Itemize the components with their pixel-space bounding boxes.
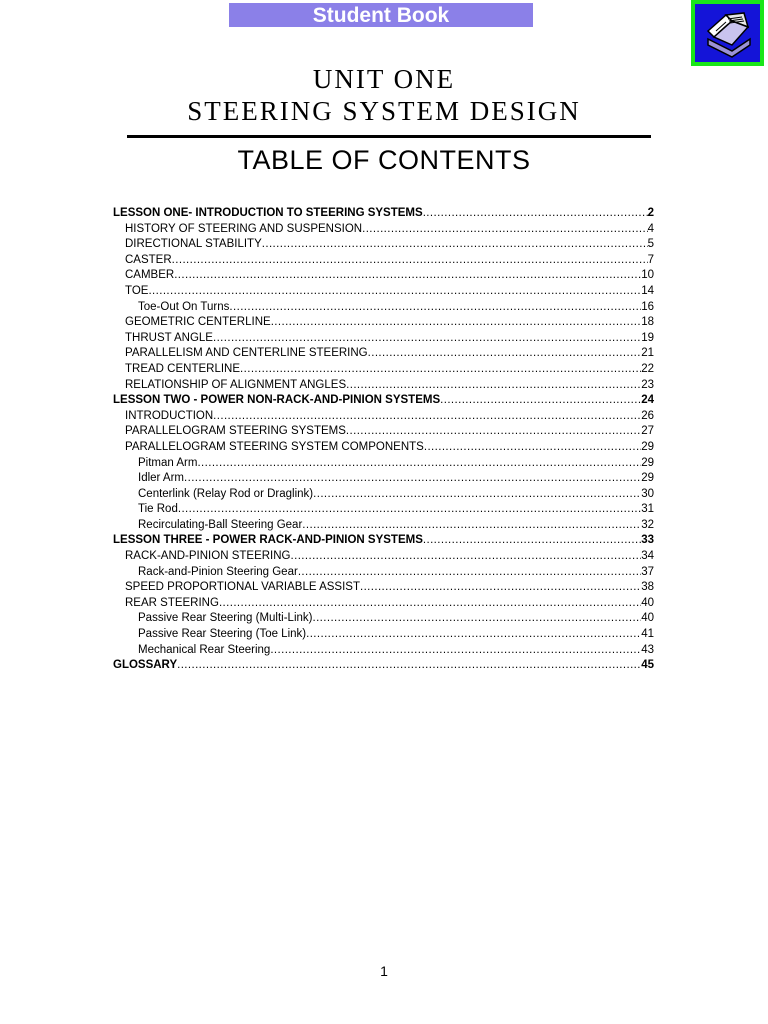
toc-entry-label: TOE xyxy=(125,284,149,297)
toc-lesson-entry[interactable] xyxy=(113,206,654,222)
toc-leader-dots xyxy=(262,237,648,253)
toc-leader-dots xyxy=(229,300,641,316)
unit-title: UNIT ONE xyxy=(312,64,456,94)
toc-leader-dots xyxy=(360,580,641,596)
toc-entry[interactable] xyxy=(113,502,654,518)
toc-entry-label: Mechanical Rear Steering xyxy=(138,643,271,656)
subject-title: STEERING SYSTEM DESIGN xyxy=(187,96,581,126)
toc-entry-page: 7 xyxy=(647,253,654,266)
toc-entry[interactable] xyxy=(113,596,654,612)
toc-entry[interactable] xyxy=(113,300,654,316)
toc-leader-dots xyxy=(270,643,641,659)
toc-leader-dots xyxy=(424,440,641,456)
toc-entry-label: THRUST ANGLE xyxy=(125,331,213,344)
toc-entry-page: 23 xyxy=(641,378,654,391)
toc-leader-dots xyxy=(240,362,641,378)
toc-entry[interactable] xyxy=(113,456,654,472)
toc-entry-label: TREAD CENTERLINE xyxy=(125,362,241,375)
toc-entry[interactable] xyxy=(113,362,654,378)
toc-leader-dots xyxy=(346,378,641,394)
toc-entry-label: Recirculating-Ball Steering Gear xyxy=(138,518,303,531)
toc-entry[interactable] xyxy=(113,331,654,347)
toc-entry-label: LESSON TWO - POWER NON-RACK-AND-PINION SYSTEMS xyxy=(113,394,441,407)
toc-entry-label: LESSON ONE- INTRODUCTION TO STEERING SYSTEMS xyxy=(113,207,423,219)
toc-entry-page: 29 xyxy=(641,440,654,453)
toc-entry-page: 31 xyxy=(641,503,654,516)
table-of-contents xyxy=(113,206,654,674)
toc-leader-dots xyxy=(306,627,641,643)
toc-entry-page: 32 xyxy=(641,518,654,531)
toc-entry[interactable] xyxy=(113,549,654,565)
toc-entry-page: 41 xyxy=(641,628,654,641)
toc-entry-label: Toe-Out On Turns xyxy=(138,300,230,313)
toc-entry-page: 29 xyxy=(641,472,654,485)
toc-lesson-entry[interactable] xyxy=(113,393,654,409)
toc-entry-page: 16 xyxy=(641,300,654,313)
toc-entry[interactable] xyxy=(113,346,654,362)
toc-entry[interactable] xyxy=(113,268,654,284)
toc-entry-label: GEOMETRIC CENTERLINE xyxy=(125,316,271,329)
toc-entry[interactable] xyxy=(113,222,654,238)
student-book-banner: Student Book xyxy=(229,3,533,27)
toc-entry-page: 4 xyxy=(647,222,654,235)
toc-entry-label: CASTER xyxy=(125,253,172,266)
toc-entry[interactable] xyxy=(113,424,654,440)
toc-lesson-entry[interactable] xyxy=(113,533,654,549)
toc-entry-page: 37 xyxy=(641,565,654,578)
toc-leader-dots xyxy=(197,456,641,472)
student-book-button[interactable] xyxy=(691,0,764,66)
toc-leader-dots xyxy=(302,518,641,534)
toc-entry-label: PARALLELOGRAM STEERING SYSTEM COMPONENTS xyxy=(125,440,424,453)
toc-leader-dots xyxy=(298,565,641,581)
toc-entry[interactable] xyxy=(113,284,654,300)
book-button-face[interactable] xyxy=(695,4,760,62)
toc-entry-label: Passive Rear Steering (Multi-Link) xyxy=(138,612,313,625)
toc-entry-label: SPEED PROPORTIONAL VARIABLE ASSIST xyxy=(125,581,360,594)
toc-leader-dots xyxy=(362,222,648,238)
toc-leader-dots xyxy=(423,206,648,222)
toc-entry-label: Rack-and-Pinion Steering Gear xyxy=(138,565,298,578)
toc-entry-page: 18 xyxy=(641,316,654,329)
toc-entry-page: 40 xyxy=(641,612,654,625)
toc-entry-page: 2 xyxy=(647,207,654,219)
toc-entry[interactable] xyxy=(113,253,654,269)
toc-leader-dots xyxy=(213,409,641,425)
toc-leader-dots xyxy=(213,331,641,347)
toc-entry[interactable] xyxy=(113,611,654,627)
toc-entry-page: 19 xyxy=(641,331,654,344)
toc-leader-dots xyxy=(271,315,642,331)
toc-leader-dots xyxy=(177,658,641,674)
toc-entry[interactable] xyxy=(113,565,654,581)
toc-entry[interactable] xyxy=(113,440,654,456)
toc-entry-label: Centerlink (Relay Rod or Draglink) xyxy=(138,487,314,500)
toc-entry-page: 34 xyxy=(641,550,654,563)
toc-entry-page: 33 xyxy=(641,534,654,547)
toc-entry-page: 40 xyxy=(641,596,654,609)
toc-entry-page: 27 xyxy=(641,425,654,438)
toc-entry-page: 21 xyxy=(641,347,654,360)
toc-entry-page: 14 xyxy=(641,284,654,297)
toc-entry-label: PARALLELOGRAM STEERING SYSTEMS xyxy=(125,425,346,438)
toc-entry[interactable] xyxy=(113,580,654,596)
toc-entry[interactable] xyxy=(113,487,654,503)
toc-entry-label: HISTORY OF STEERING AND SUSPENSION xyxy=(125,222,363,235)
toc-leader-dots xyxy=(219,596,641,612)
toc-entry-page: 30 xyxy=(641,487,654,500)
toc-leader-dots xyxy=(172,253,648,269)
toc-entry-label: PARALLELISM AND CENTERLINE STEERING xyxy=(125,347,368,360)
toc-entry-label: CAMBER xyxy=(125,269,175,282)
toc-entry-page: 24 xyxy=(641,394,654,407)
open-book-icon xyxy=(702,9,754,59)
toc-lesson-entry[interactable] xyxy=(113,658,654,674)
toc-entry[interactable] xyxy=(113,378,654,394)
toc-leader-dots xyxy=(174,268,641,284)
toc-entry-page: 10 xyxy=(641,269,654,282)
toc-entry-label: RACK-AND-PINION STEERING xyxy=(125,550,291,563)
toc-heading: TABLE OF CONTENTS xyxy=(237,145,531,175)
toc-entry-label: Passive Rear Steering (Toe Link) xyxy=(138,628,307,641)
toc-entry-page: 43 xyxy=(641,643,654,656)
toc-entry-page: 26 xyxy=(641,409,654,422)
page-number: 1 xyxy=(380,963,388,979)
toc-entry-label: REAR STEERING xyxy=(125,596,219,609)
toc-entry-page: 29 xyxy=(641,456,654,469)
toc-leader-dots xyxy=(178,502,641,518)
toc-entry-label: INTRODUCTION xyxy=(125,409,214,422)
toc-entry-label: Pitman Arm xyxy=(138,456,198,469)
toc-leader-dots xyxy=(368,346,642,362)
toc-entry-label: Tie Rod xyxy=(138,503,178,516)
toc-leader-dots xyxy=(184,471,641,487)
toc-entry[interactable] xyxy=(113,471,654,487)
toc-entry[interactable] xyxy=(113,627,654,643)
toc-entry-label: Idler Arm xyxy=(138,472,185,485)
toc-leader-dots xyxy=(291,549,642,565)
toc-entry-page: 5 xyxy=(647,238,654,251)
toc-entry-label: GLOSSARY xyxy=(113,659,178,672)
toc-entry-label: DIRECTIONAL STABILITY xyxy=(125,238,262,251)
toc-leader-dots xyxy=(312,611,641,627)
toc-entry-label: LESSON THREE - POWER RACK-AND-PINION SYSTEMS xyxy=(113,534,423,547)
toc-leader-dots xyxy=(440,393,641,409)
toc-leader-dots xyxy=(148,284,641,300)
toc-entry[interactable] xyxy=(113,409,654,425)
toc-leader-dots xyxy=(313,487,641,503)
toc-entry[interactable] xyxy=(113,643,654,659)
toc-leader-dots xyxy=(423,533,641,549)
toc-leader-dots xyxy=(346,424,641,440)
title-divider xyxy=(127,135,651,138)
toc-entry-page: 22 xyxy=(641,362,654,375)
toc-entry[interactable] xyxy=(113,315,654,331)
toc-entry[interactable] xyxy=(113,237,654,253)
toc-entry-page: 38 xyxy=(641,581,654,594)
toc-entry-label: RELATIONSHIP OF ALIGNMENT ANGLES xyxy=(125,378,347,391)
toc-entry[interactable] xyxy=(113,518,654,534)
toc-entry-page: 45 xyxy=(641,659,654,672)
